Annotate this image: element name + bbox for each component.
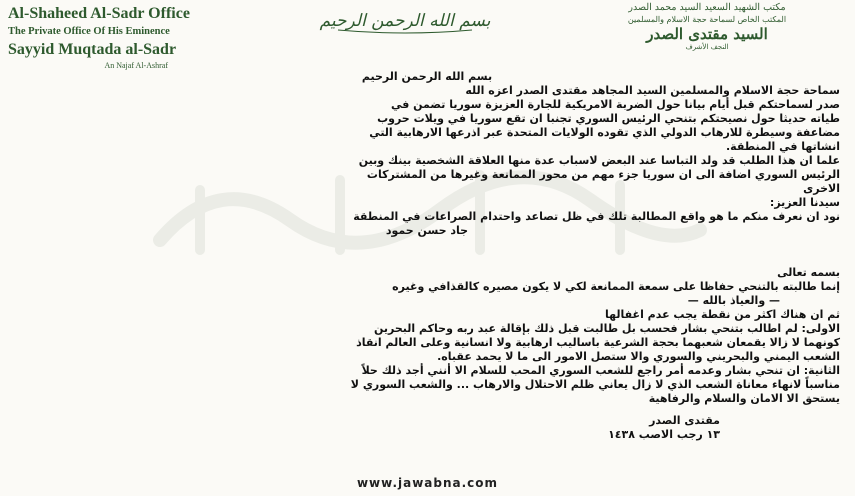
letterhead-english bbox=[8, 4, 308, 71]
reply-date: ١٣ رجب الاصب ١٤٣٨ bbox=[608, 428, 720, 441]
letterhead-arabic bbox=[567, 2, 847, 52]
reply-line: ثم ان هناك اكثر من نقطة يجب عدم اغفالها bbox=[604, 308, 840, 321]
basmala-calligraphy-text: بسم الله الرحمن الرحيم bbox=[319, 11, 491, 31]
private-office-line: The Private Office Of His Eminence bbox=[8, 26, 170, 37]
reply-line: الشعب اليمني والبحريني والسوري والا ستصل الامور الى ما لا يحمد عقباه. bbox=[437, 350, 840, 363]
question-line: نود ان نعرف منكم ما هو واقع المطالبة تلك في ظل تصاعد واحتدام الصراعات في المنطقة bbox=[353, 210, 840, 223]
reply-line: — والعياذ بالله — bbox=[687, 294, 780, 307]
reply-line: مناسباً لانهاء معاناة الشعب الذي لا زال يعاني ظلم الاحتلال والارهاب ... والشعب السوري لا bbox=[350, 378, 840, 391]
arabic-office-line: مكتب الشهيد السعيد السيد محمد الصدر bbox=[628, 2, 786, 13]
letter-salutation: سماحة حجة الاسلام والمسلمين السيد المجاهد مقتدى الصدر اعزه الله bbox=[465, 84, 840, 97]
question-line: مضاعفة وسيطرة للارهاب الدولي الذي تقوده الولايات المتحدة عبر اذرعها الارهابية التي bbox=[369, 126, 840, 139]
arabic-private-office-line: المكتب الخاص لسماحة حجة الاسلام والمسلمين bbox=[627, 15, 787, 24]
question-line: الرئيس السوري اضافة الى ان سوريا جزء مهم من محور الممانعة وغيرها من المشتركات bbox=[366, 168, 840, 181]
question-line: انشاتها في المنطقة. bbox=[726, 140, 840, 153]
letter-basmala: بسم الله الرحمن الرحيم bbox=[361, 70, 493, 83]
basmala-calligraphy-logo bbox=[319, 2, 491, 36]
letter-sender: جاد حسن حمود bbox=[385, 224, 469, 237]
reply-signature: مقتدى الصدر bbox=[649, 414, 720, 427]
reply-line: الثانية: ان تنحي بشار وعدمه أمر راجع للشعب السوري المحب للسلام الا أنني أجد ذلك حلاً bbox=[361, 364, 840, 377]
reply-line: الاولى: لم اطالب بتنحي بشار فحسب بل طالبت قبل ذلك بإقالة عبد ربه وحاكم البحرين bbox=[373, 322, 840, 335]
reply-opening: بسمه تعالى bbox=[777, 266, 840, 279]
letter-address: سيدنا العزيز: bbox=[769, 196, 840, 209]
reply-line: كونهما لا زالا يقمعان شعبهما بحجة الشرعية باساليب ارهابية ولا انسانية وعلى العالم انقاذ bbox=[356, 336, 840, 349]
office-name: Al-Shaheed Al-Sadr Office bbox=[8, 5, 190, 22]
reply-line: يستحق الا الامان والسلام والرفاهية bbox=[648, 392, 840, 405]
sayyid-name: Sayyid Muqtada al-Sadr bbox=[8, 41, 177, 58]
website-link[interactable]: www.jawabna.com bbox=[356, 476, 499, 490]
reply-line: إنما طالبته بالتنحي حفاظا على سمعة الممانعة لكي لا يكون مصيره كالقذافي وغيره bbox=[392, 280, 840, 293]
question-line: طياته حديثا حول نصيحتكم بتنحي الرئيس السوري تجنبا ان تقع سوريا في ويلات حروب bbox=[377, 112, 840, 125]
question-line: علما ان هذا الطلب قد ولد التباسا عند البعض لاسباب عدة منها العلاقة الشخصية بينك وبين bbox=[358, 154, 840, 167]
arabic-sayyid-name: السيد مقتدى الصدر bbox=[646, 25, 768, 43]
question-line: صدر لسماحتكم قبل أيام بيانا حول الضربة الامريكية للجارة العزيزة سوريا تضمن في bbox=[390, 98, 840, 111]
question-line: الاخرى bbox=[803, 182, 840, 195]
place-name: An Najaf Al-Ashraf bbox=[104, 61, 168, 70]
spacer bbox=[14, 406, 840, 414]
letter-body bbox=[14, 70, 840, 442]
letterhead bbox=[0, 0, 855, 70]
spacer bbox=[14, 238, 840, 266]
arabic-place-name: النجف الأشرف bbox=[685, 43, 729, 51]
